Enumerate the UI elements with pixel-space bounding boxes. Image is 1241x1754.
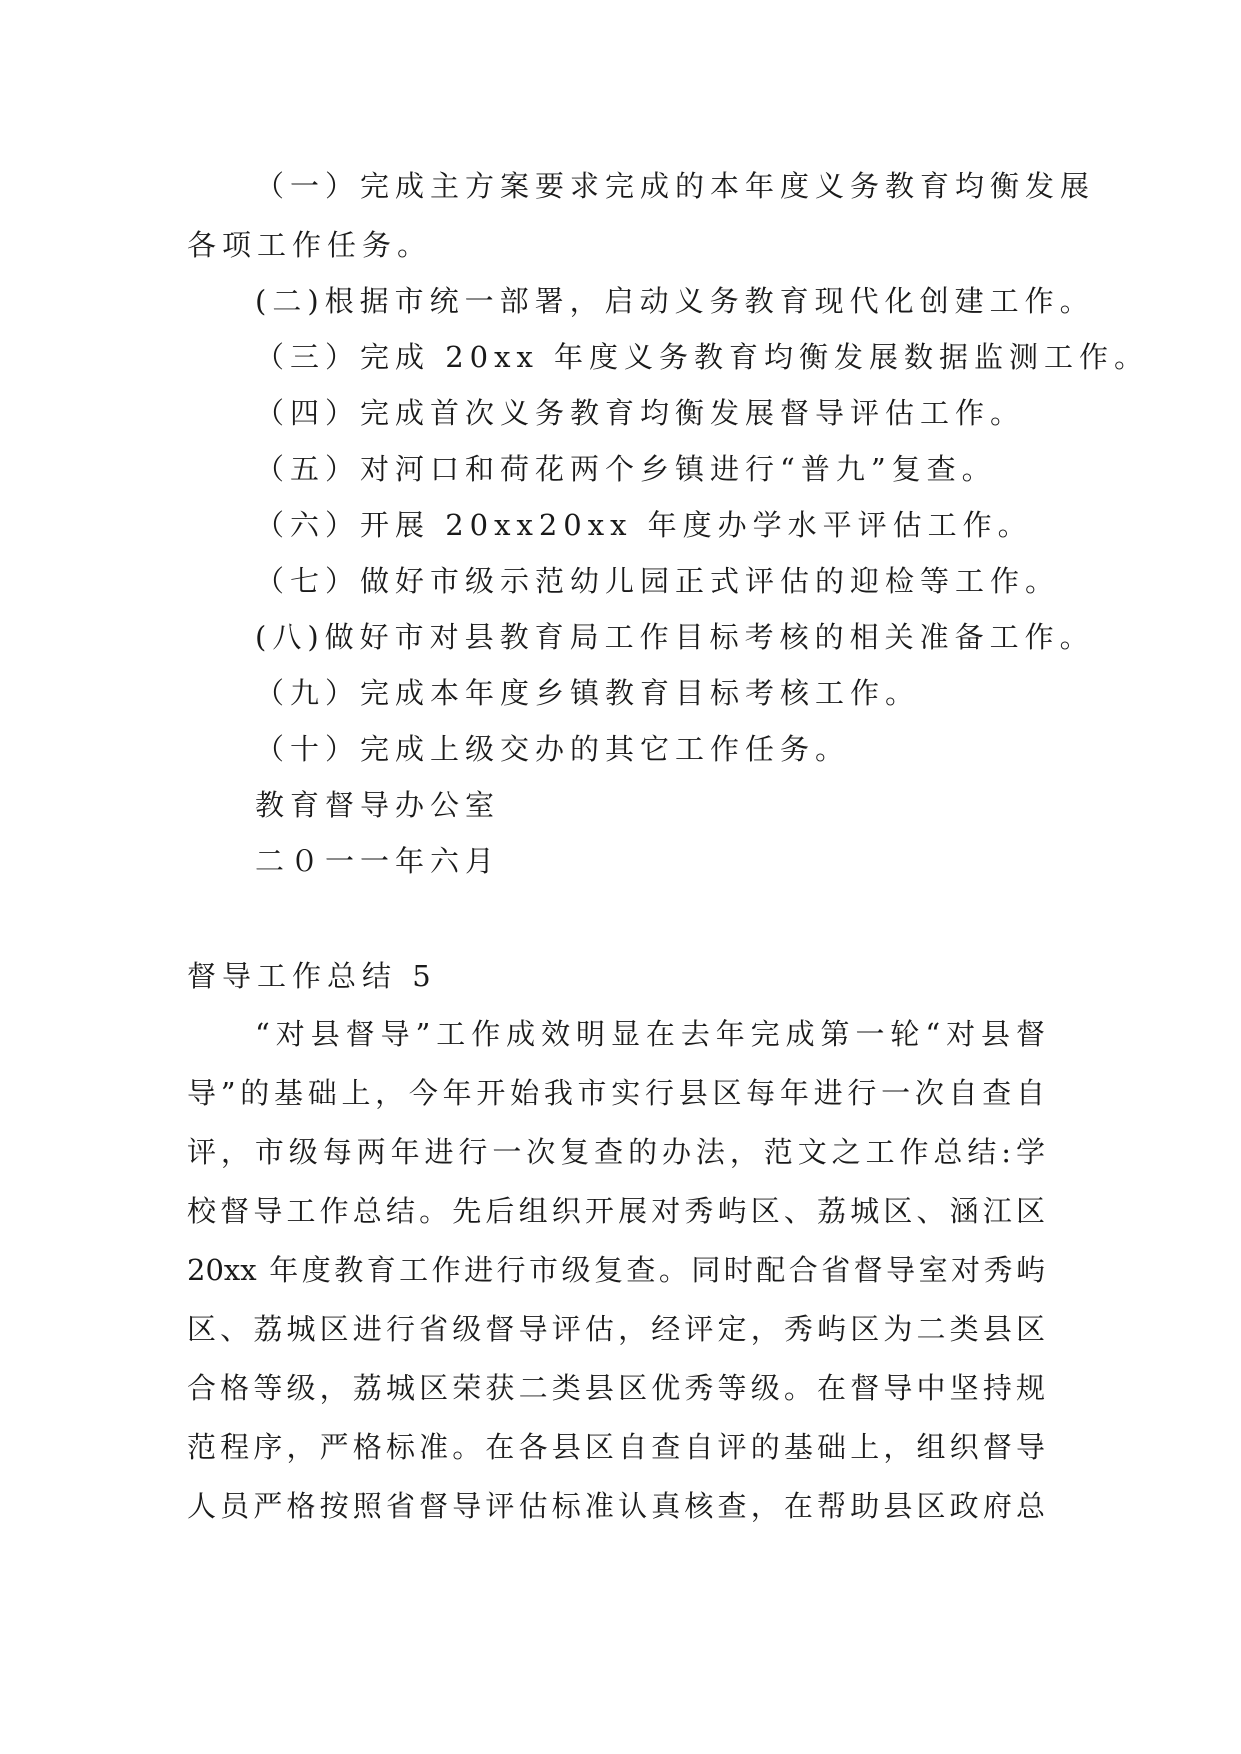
paragraph-line: 人员严格按照省督导评估标准认真核查，在帮助县区政府总 [187,1489,1045,1523]
task-item-3: （三）完成 20xx 年度义务教育均衡发展数据监测工作。 [255,340,1150,374]
paragraph-line: 20xx 年度教育工作进行市级复查。同时配合省督导室对秀屿 [187,1253,1045,1287]
task-item-9: （九）完成本年度乡镇教育目标考核工作。 [255,676,921,710]
task-item-2: (二)根据市统一部署，启动义务教育现代化创建工作。 [255,284,1095,318]
signature-office: 教育督导办公室 [255,788,501,822]
paragraph-line: 合格等级，荔城区荣获二类县区优秀等级。在督导中坚持规 [187,1371,1045,1405]
task-item-4: （四）完成首次义务教育均衡发展督导评估工作。 [255,396,1026,430]
paragraph-line: “对县督导”工作成效明显在去年完成第一轮“对县督 [255,1017,1045,1051]
paragraph-line: 范程序，严格标准。在各县区自查自评的基础上，组织督导 [187,1430,1045,1464]
signature-date: 二０一一年六月 [255,844,501,878]
task-item-8: (八)做好市对县教育局工作目标考核的相关准备工作。 [255,620,1095,654]
section-heading: 督导工作总结 5 [187,959,437,993]
task-item-6: （六）开展 20xx20xx 年度办学水平评估工作。 [255,508,1033,542]
task-item-1-line-2: 各项工作任务。 [187,228,433,262]
paragraph-line: 导”的基础上，今年开始我市实行县区每年进行一次自查自 [187,1076,1045,1110]
paragraph-line: 评，市级每两年进行一次复查的办法，范文之工作总结:学 [187,1135,1045,1169]
task-item-10: （十）完成上级交办的其它工作任务。 [255,732,851,766]
task-item-5: （五）对河口和荷花两个乡镇进行“普九”复查。 [255,452,997,486]
paragraph-line: 区、荔城区进行省级督导评估，经评定，秀屿区为二类县区 [187,1312,1045,1346]
task-item-7: （七）做好市级示范幼儿园正式评估的迎检等工作。 [255,564,1061,598]
task-item-1-line-1: （一）完成主方案要求完成的本年度义务教育均衡发展 [255,169,1096,203]
paragraph-line: 校督导工作总结。先后组织开展对秀屿区、荔城区、涵江区 [187,1194,1045,1228]
